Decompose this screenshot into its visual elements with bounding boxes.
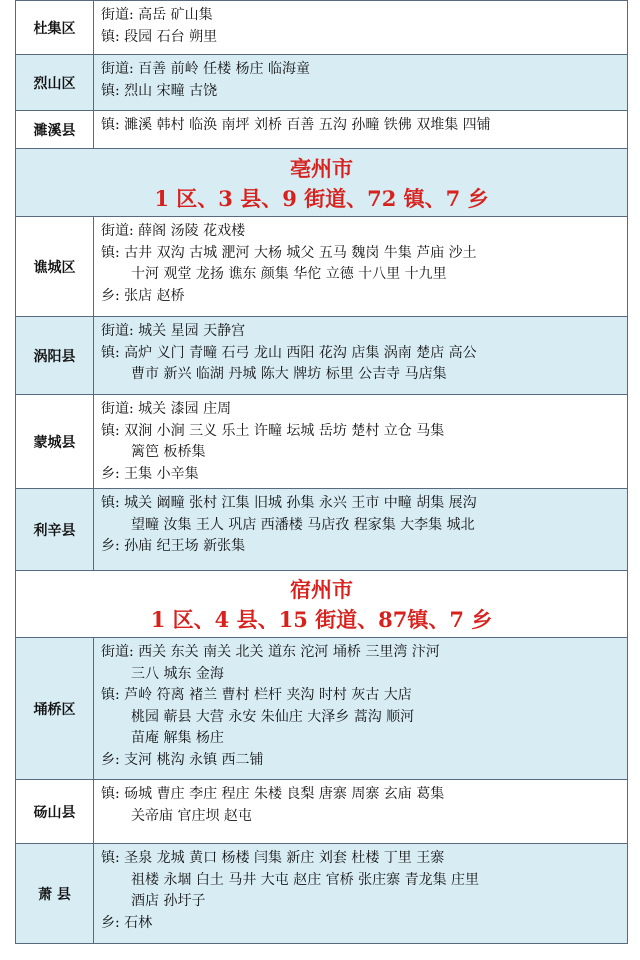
subdivision-line: 乡: 支河 桃沟 永镇 西二铺	[101, 751, 264, 768]
district-subdivisions	[94, 638, 628, 780]
subdivision-line: 乡: 孙庙 纪王场 新张集	[101, 538, 246, 554]
subdivision-line: 镇: 砀城 曹庄 李庄 程庄 朱楼 良梨 唐寨 周寨 玄庙 葛集	[101, 786, 445, 802]
subdivision-line: 街道: 城关 漆园 庄周	[101, 401, 232, 417]
district-row	[16, 111, 628, 149]
subdivision-line: 望疃 汝集 王人 巩店 西潘楼 马店孜 程家集 大李集 城北	[131, 516, 475, 533]
subdivision-line: 桃园 蕲县 大营 永安 朱仙庄 大泽乡 蒿沟 顺河	[131, 708, 415, 725]
subdivision-line: 街道: 百善 前岭 任楼 杨庄 临海童	[101, 61, 310, 77]
city-header-cell	[16, 571, 628, 638]
district-row	[16, 638, 628, 780]
subdivision-line: 镇: 城关 阚疃 张村 江集 旧城 孙集 永兴 王市 中疃 胡集 展沟	[101, 495, 477, 511]
district-name: 濉溪县	[16, 111, 94, 149]
subdivision-line: 篱笆 板桥集	[131, 444, 206, 460]
subdivision-line: 镇: 芦岭 符离 褚兰 曹村 栏杆 夹沟 时村 灰古 大店	[101, 687, 412, 703]
district-subdivisions	[94, 1, 628, 55]
district-subdivisions	[94, 780, 628, 844]
subdivision-line: 祖楼 永堌 白土 马井 大屯 赵庄 官桥 张庄寨 青龙集 庄里	[131, 871, 480, 888]
district-row	[16, 317, 628, 395]
district-name: 埇桥区	[16, 638, 94, 780]
table-body	[16, 1, 628, 944]
subdivision-line: 街道: 城关 星园 天静宫	[101, 323, 246, 339]
district-subdivisions	[94, 317, 628, 395]
division-table	[15, 0, 628, 944]
district-subdivisions	[94, 217, 628, 317]
subdivision-line: 镇: 圣泉 龙城 黄口 杨楼 闫集 新庄 刘套 杜楼 丁里 王寨	[101, 850, 445, 866]
subdivision-line: 镇: 古井 双沟 古城 淝河 大杨 城父 五马 魏岗 牛集 芦庙 沙土	[101, 244, 477, 261]
district-subdivisions	[94, 55, 628, 111]
subdivision-line: 镇: 双涧 小涧 三义 乐土 许疃 坛城 岳坊 楚村 立仓 马集	[101, 422, 445, 439]
city-header-row	[16, 571, 628, 638]
city-header-cell	[16, 149, 628, 217]
district-name: 利辛县	[16, 489, 94, 571]
subdivision-line: 曹市 新兴 临湖 丹城 陈大 牌坊 标里 公吉寺 马店集	[131, 366, 447, 382]
district-row	[16, 844, 628, 944]
subdivision-line: 镇: 段园 石台 朔里	[101, 28, 218, 45]
subdivision-line: 镇: 烈山 宋疃 古饶	[101, 82, 218, 99]
district-row	[16, 1, 628, 55]
subdivision-line: 乡: 石林	[101, 914, 153, 931]
district-name: 涡阳县	[16, 317, 94, 395]
city-name: 亳州市	[290, 155, 353, 181]
district-name: 蒙城县	[16, 395, 94, 489]
subdivision-line: 镇: 濉溪 韩村 临涣 南坪 刘桥 百善 五沟 孙疃 铁佛 双堆集 四铺	[101, 117, 491, 133]
subdivision-line: 乡: 王集 小辛集	[101, 465, 199, 482]
district-name: 烈山区	[16, 55, 94, 111]
subdivision-line: 街道: 西关 东关 南关 北关 道东 沱河 埇桥 三里湾 汴河	[101, 644, 440, 660]
subdivision-line: 苗庵 解集 杨庄	[131, 730, 224, 746]
subdivision-line: 乡: 张店 赵桥	[101, 287, 185, 304]
subdivision-line: 关帝庙 官庄坝 赵屯	[131, 807, 252, 824]
subdivision-line: 镇: 高炉 义门 青疃 石弓 龙山 西阳 花沟 店集 涡南 楚店 高公	[101, 344, 477, 361]
district-subdivisions	[94, 844, 628, 944]
subdivision-line: 街道: 薛阁 汤陵 花戏楼	[101, 223, 246, 239]
district-row	[16, 780, 628, 844]
subdivision-line: 街道: 高岳 矿山集	[101, 7, 213, 23]
district-subdivisions	[94, 395, 628, 489]
district-name: 砀山县	[16, 780, 94, 844]
district-name: 谯城区	[16, 217, 94, 317]
district-name: 萧 县	[16, 844, 94, 944]
district-row	[16, 395, 628, 489]
district-row	[16, 217, 628, 317]
city-summary: 1 区、4 县、15 街道、87镇、7 乡	[150, 607, 493, 632]
district-name: 杜集区	[16, 1, 94, 55]
district-subdivisions	[94, 489, 628, 571]
district-subdivisions	[94, 111, 628, 149]
city-name: 宿州市	[290, 577, 353, 602]
subdivision-line: 酒店 孙圩子	[131, 893, 206, 909]
subdivision-line: 三八 城东 金海	[131, 665, 224, 682]
city-header-row	[16, 149, 628, 217]
admin-division-table	[15, 0, 627, 960]
subdivision-line: 十河 观堂 龙扬 谯东 颜集 华佗 立德 十八里 十九里	[131, 266, 447, 282]
district-row	[16, 489, 628, 571]
district-row	[16, 55, 628, 111]
city-summary: 1 区、3 县、9 街道、72 镇、7 乡	[154, 185, 489, 211]
